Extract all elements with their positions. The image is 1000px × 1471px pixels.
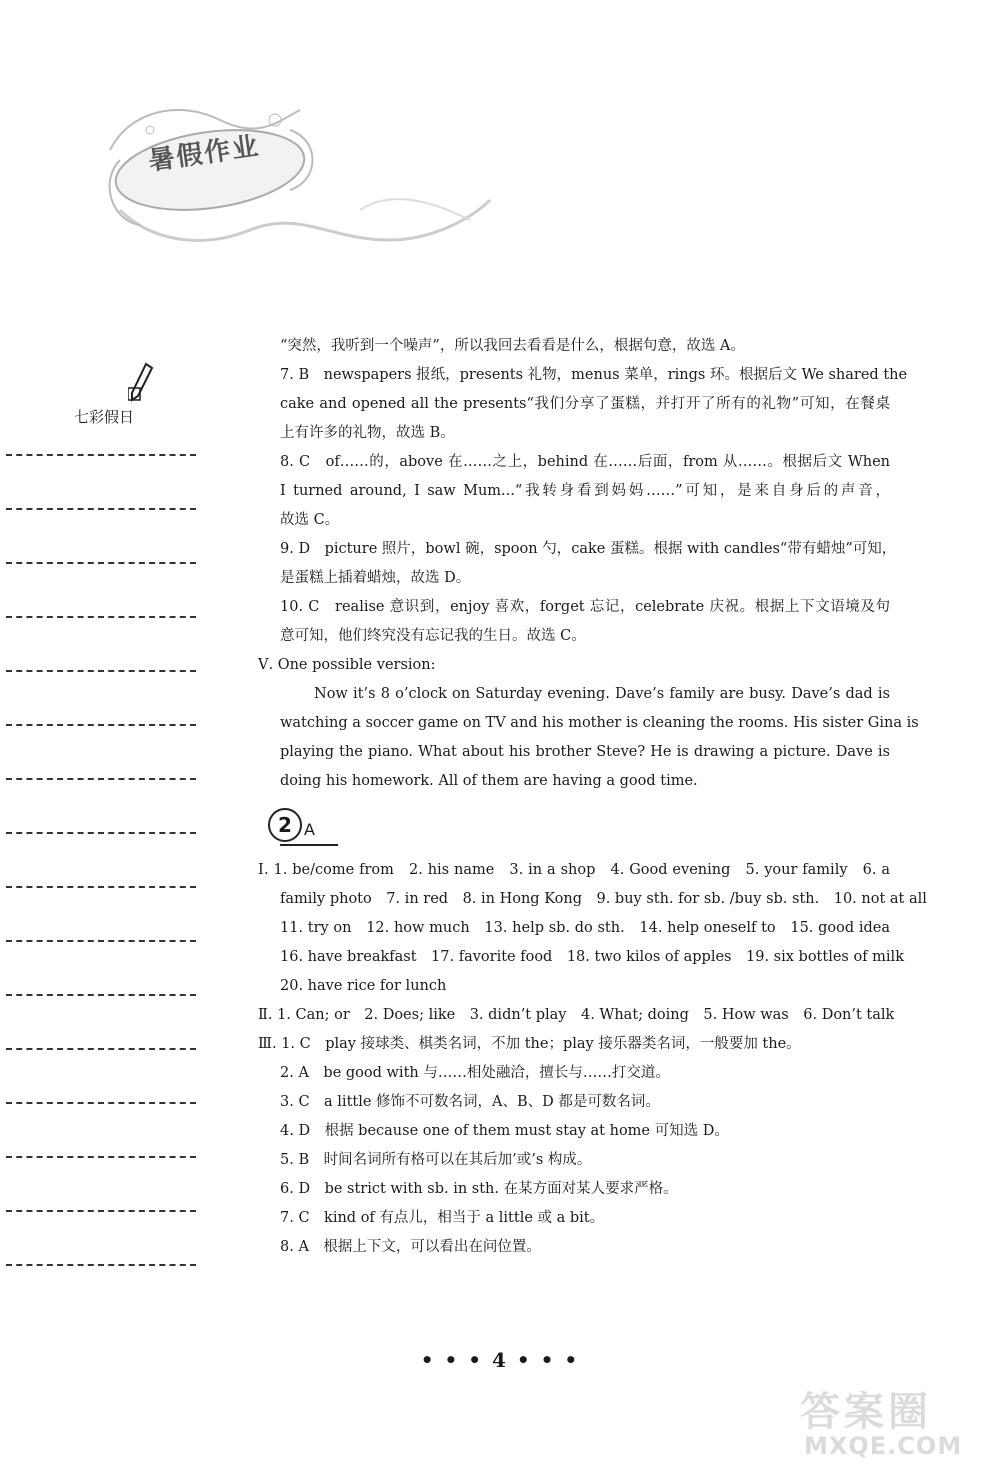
text-line: 8. A 根据上下文，可以看出在问位置。 bbox=[280, 1239, 541, 1255]
text-line: 2. A be good with 与……相处融洽，擅长与……打交道。 bbox=[280, 1065, 670, 1081]
answer-text-section-2 bbox=[258, 856, 927, 1262]
answer-text-section-1 bbox=[258, 332, 919, 796]
sidebar-label: 七彩假日 bbox=[74, 408, 135, 426]
text-line: watching a soccer game on TV and his mother is cleaning the rooms. His sister Gina is bbox=[280, 715, 919, 731]
text-line: I turned around, I saw Mum...“我转身看到妈妈……”可知，是来自身后的声音， bbox=[280, 483, 890, 499]
note-line bbox=[6, 1158, 196, 1212]
text-line: 意可知，他们终究没有忘记我的生日。故选 C。 bbox=[280, 628, 586, 644]
section-underline bbox=[280, 844, 338, 846]
note-line bbox=[6, 996, 196, 1050]
watermark-url: MXQE.COM bbox=[804, 1432, 963, 1460]
text-line: 5. B 时间名词所有格可以在其后加’或’s 构成。 bbox=[280, 1152, 592, 1168]
text-line: 10. C realise 意识到，enjoy 喜欢，forget 忘记，celebrate 庆祝。根据上下文语境及句 bbox=[280, 599, 890, 615]
text-line: 7. B newspapers 报纸，presents 礼物，menus 菜单，rings 环。根据后文 We shared the bbox=[280, 367, 908, 383]
text-line: 是蛋糕上插着蜡烛，故选 D。 bbox=[280, 570, 471, 586]
section-2-header bbox=[268, 808, 338, 848]
text-line: “突然，我听到一个噪声”，所以我回去看看是什么，根据句意，故选 A。 bbox=[280, 338, 745, 354]
note-line bbox=[6, 1104, 196, 1158]
note-line bbox=[6, 834, 196, 888]
watermark-logo bbox=[790, 1380, 990, 1466]
text-line: 8. C of……的，above 在……之上，behind 在……后面，from 从……。根据后文 When bbox=[280, 454, 890, 470]
text-line: 上有许多的礼物，故选 B。 bbox=[280, 425, 455, 441]
text-line: Ⅱ. 1. Can; or 2. Does; like 3. didn’t play 4. What; doing 5. How was 6. Don’t talk bbox=[258, 1007, 895, 1023]
note-line bbox=[6, 780, 196, 834]
text-line: 9. D picture 照片，bowl 碗，spoon 勺，cake 蛋糕。根据 with candles“带有蜡烛”可知， bbox=[280, 541, 897, 557]
text-line: family photo 7. in red 8. in Hong Kong 9. buy sth. for sb. /buy sb. sth. 10. not at all bbox=[280, 891, 927, 907]
text-line: Ⅲ. 1. C play 接球类、棋类名词，不加 the；play 接乐器类名词，一般要加 the。 bbox=[258, 1036, 801, 1052]
text-line: 6. D be strict with sb. in sth. 在某方面对某人要求严格。 bbox=[280, 1181, 678, 1197]
text-line: 3. C a little 修饰不可数名词，A、B、D 都是可数名词。 bbox=[280, 1094, 660, 1110]
watermark-text: 答案圈 bbox=[800, 1389, 932, 1435]
note-line bbox=[6, 942, 196, 996]
notes-lines bbox=[6, 440, 196, 1266]
section-letter: A bbox=[304, 820, 315, 839]
text-line: doing his homework. All of them are having a good time. bbox=[280, 773, 698, 789]
page-number: • • • 4 • • • bbox=[420, 1348, 580, 1372]
text-line: Now it’s 8 o’clock on Saturday evening. Dave’s family are busy. Dave’s dad is bbox=[314, 686, 890, 702]
note-line bbox=[6, 510, 196, 564]
note-line bbox=[6, 672, 196, 726]
pencil-icon bbox=[128, 362, 154, 402]
note-line bbox=[6, 618, 196, 672]
text-line: 11. try on 12. how much 13. help sb. do sth. 14. help oneself to 15. good idea bbox=[280, 920, 890, 936]
text-line: 20. have rice for lunch bbox=[280, 978, 447, 994]
section-number: 2 bbox=[268, 808, 302, 842]
text-line: Ⅴ. One possible version: bbox=[258, 657, 436, 673]
text-line: 7. C kind of 有点儿，相当于 a little 或 a bit。 bbox=[280, 1210, 605, 1226]
note-line bbox=[6, 1050, 196, 1104]
text-line: Ⅰ. 1. be/come from 2. his name 3. in a shop 4. Good evening 5. your family 6. a bbox=[258, 862, 890, 878]
text-line: 4. D 根据 because one of them must stay at home 可知选 D。 bbox=[280, 1123, 729, 1139]
note-line bbox=[6, 1212, 196, 1266]
text-line: playing the piano. What about his brother Steve? He is drawing a picture. Dave is bbox=[280, 744, 890, 760]
text-line: cake and opened all the presents“我们分享了蛋糕，并打开了所有的礼物”可知，在餐桌 bbox=[280, 396, 890, 412]
note-line bbox=[6, 564, 196, 618]
header-ornament bbox=[90, 90, 510, 290]
text-line: 故选 C。 bbox=[280, 512, 340, 528]
note-line bbox=[6, 888, 196, 942]
header-title: 暑假作业 bbox=[146, 131, 262, 177]
note-line bbox=[6, 456, 196, 510]
note-line bbox=[6, 440, 196, 456]
text-line: 16. have breakfast 17. favorite food 18. two kilos of apples 19. six bottles of milk bbox=[280, 949, 904, 965]
note-line bbox=[6, 726, 196, 780]
